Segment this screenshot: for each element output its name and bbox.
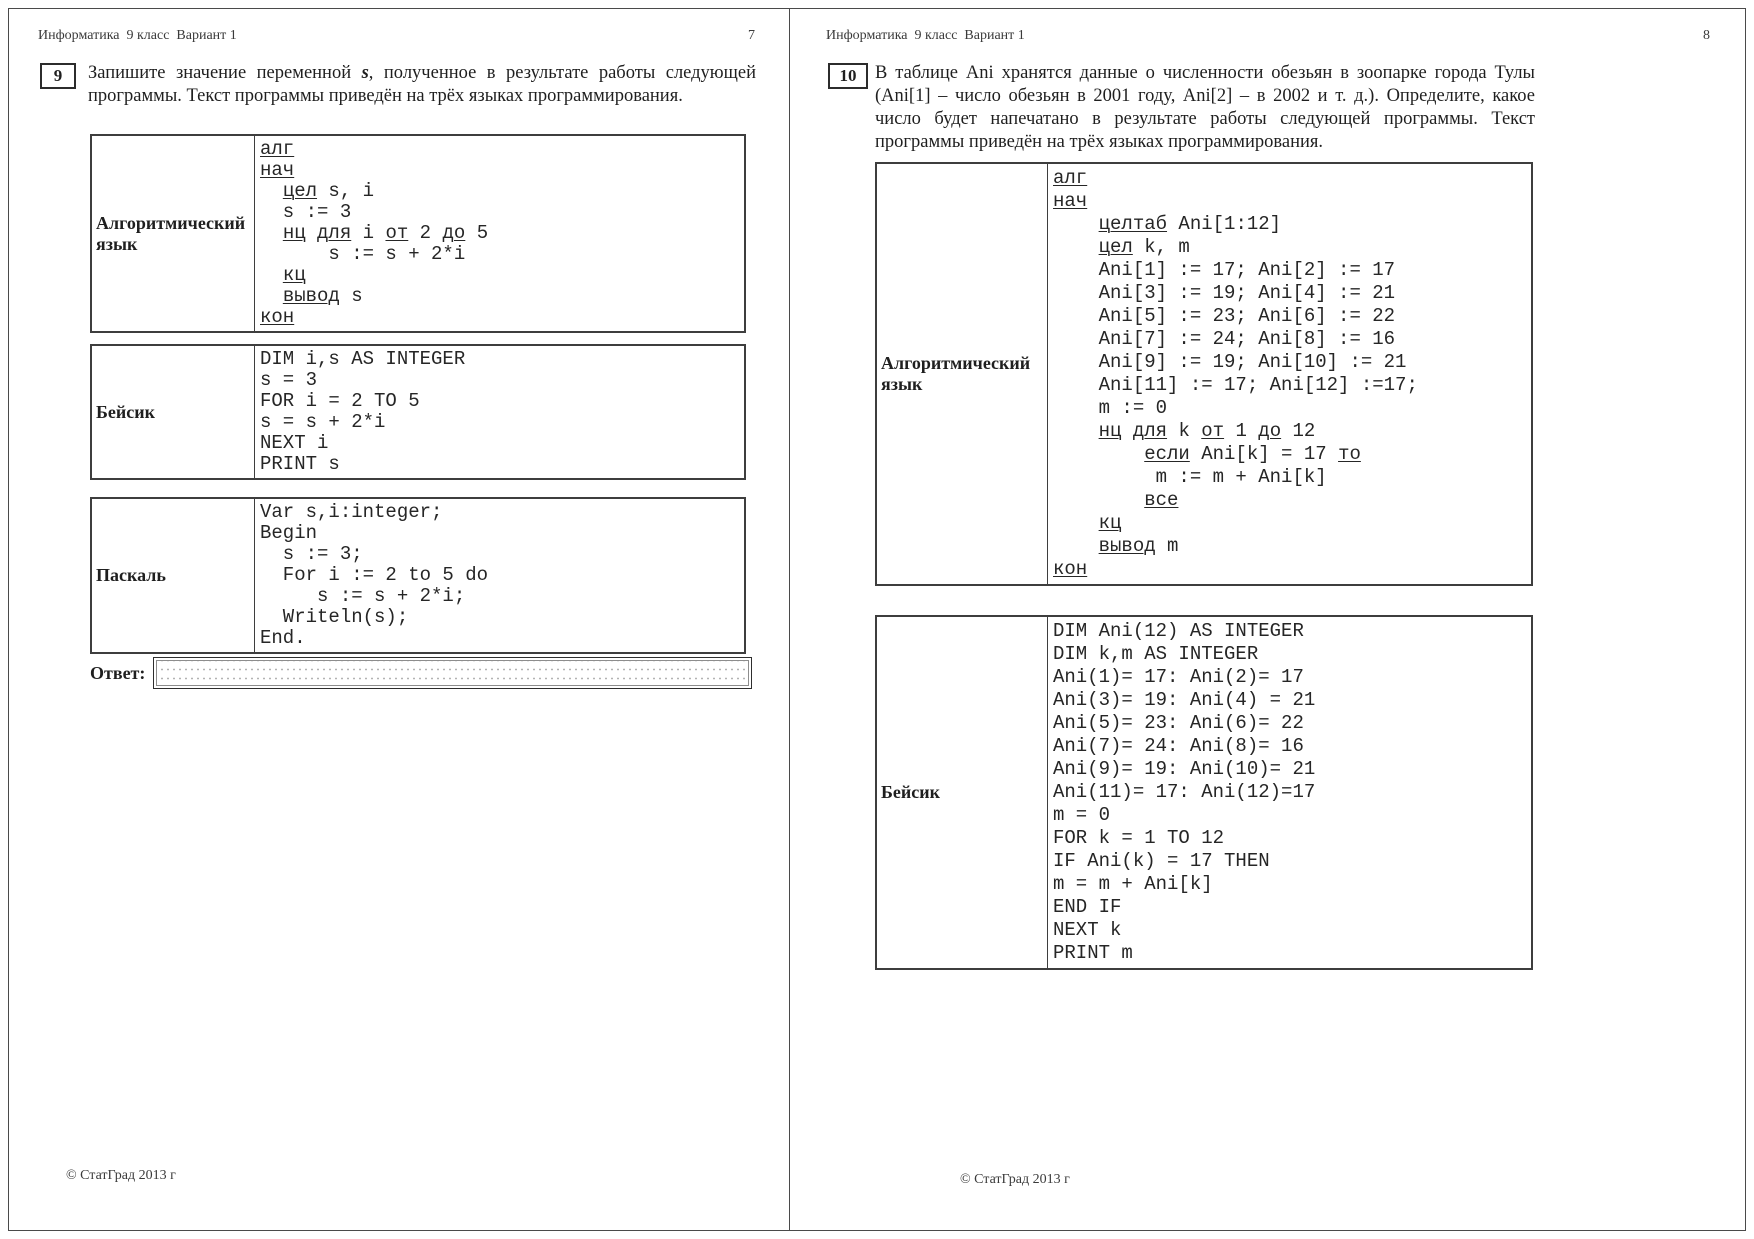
task-number-box: 9 (40, 63, 76, 89)
code-line (1053, 558, 1526, 581)
text-segment: IF Ani(k) = 17 THEN (1053, 850, 1270, 872)
text-segment: s (361, 63, 369, 83)
text-segment: FOR k = 1 TO 12 (1053, 827, 1225, 849)
text-segment: Ani(3)= 19: Ani(4) = 21 (1053, 689, 1316, 711)
page-7-header (38, 28, 755, 44)
text-segment: Ani[1:12] (1167, 213, 1282, 235)
task-text (88, 62, 756, 108)
text-segment: Ani[1] := 17; Ani[2] := 17 (1053, 259, 1396, 281)
code-line (1053, 758, 1526, 781)
page-number: 8 (1703, 28, 1710, 43)
text-segment: END IF (1053, 896, 1122, 918)
code-line (260, 202, 739, 223)
text-segment: 5 (465, 222, 489, 244)
code-line (260, 244, 739, 265)
code-line (260, 433, 739, 454)
text-segment: Ani(1)= 17: Ani(2)= 17 (1053, 666, 1304, 688)
code-line (260, 586, 739, 607)
text-segment: k, m (1132, 236, 1190, 258)
code-keyword: цел (282, 180, 318, 202)
code-line (1053, 351, 1526, 374)
code-block-basic (1048, 617, 1531, 968)
text-segment (306, 222, 317, 244)
code-line (1053, 374, 1526, 397)
text-segment (260, 180, 283, 202)
text-segment (1053, 236, 1099, 258)
page-8-footer: © СтатГрад 2013 г (960, 1172, 1070, 1187)
text-segment: FOR i = 2 TO 5 (260, 390, 420, 412)
text-segment: , полученное в результате работы следующей программы. Текст программы приведён на трёх языках программирования. (88, 63, 756, 106)
code-line (260, 307, 739, 328)
text-segment: PRINT m (1053, 942, 1133, 964)
text-segment: Ani(5)= 23: Ani(6)= 22 (1053, 712, 1304, 734)
code-line (1053, 259, 1526, 282)
code-table-basic (90, 344, 746, 480)
code-block-algorithmic (255, 136, 744, 331)
code-keyword: вывод (282, 285, 340, 307)
code-keyword: для (317, 222, 352, 244)
text-segment (1121, 420, 1132, 442)
code-line (260, 544, 739, 565)
text-segment: Var s,i:integer; (260, 501, 443, 523)
page-number: 7 (748, 28, 755, 43)
text-segment: s := s + 2*i (260, 243, 466, 265)
code-line (260, 160, 739, 181)
text-segment: Запишите значение переменной (88, 63, 362, 83)
text-segment: DIM Ani(12) AS INTEGER (1053, 620, 1304, 642)
code-keyword: вывод (1098, 535, 1156, 557)
code-line (1053, 689, 1526, 712)
text-segment: Begin (260, 522, 318, 544)
code-keyword: нач (1053, 190, 1088, 212)
code-keyword: для (1132, 420, 1168, 442)
code-line (260, 370, 739, 391)
code-keyword: нц (282, 222, 306, 244)
text-segment: m := m + Ani[k] (1053, 466, 1327, 488)
code-block-algorithmic (1048, 164, 1531, 584)
text-segment: 2 (408, 222, 443, 244)
code-line (260, 628, 739, 649)
code-keyword: все (1144, 489, 1179, 511)
code-block-basic (255, 346, 744, 478)
text-segment: s := 3 (260, 201, 352, 223)
code-line (1053, 735, 1526, 758)
code-keyword: целтаб (1098, 213, 1168, 235)
text-segment: Writeln(s); (260, 606, 409, 628)
code-line (1053, 620, 1526, 643)
text-segment: Ani[3] := 19; Ani[4] := 21 (1053, 282, 1396, 304)
code-keyword: до (1258, 420, 1282, 442)
code-keyword: кон (260, 306, 295, 328)
text-segment: DIM i,s AS INTEGER (260, 348, 466, 370)
text-segment: For i := 2 to 5 do (260, 564, 489, 586)
text-segment: i (351, 222, 386, 244)
code-keyword: то (1338, 443, 1361, 465)
code-keyword: до (442, 222, 466, 244)
text-segment: m (1155, 535, 1179, 557)
code-keyword: кц (282, 264, 306, 286)
header-title: Информатика 9 класс Вариант 1 (826, 28, 1025, 43)
code-line (1053, 535, 1526, 558)
text-segment: End. (260, 627, 306, 649)
code-keyword: кц (1098, 512, 1122, 534)
text-segment: Ani(7)= 24: Ani(8)= 16 (1053, 735, 1304, 757)
code-line (1053, 305, 1526, 328)
code-table-algorithmic (90, 134, 746, 333)
code-line (260, 412, 739, 433)
code-line (260, 181, 739, 202)
code-line (260, 502, 739, 523)
text-segment: NEXT k (1053, 919, 1122, 941)
code-line (260, 454, 739, 475)
text-segment: Ani(11)= 17: Ani(12)=17 (1053, 781, 1316, 803)
text-segment: s, i (317, 180, 375, 202)
code-line (1053, 781, 1526, 804)
code-line (1053, 489, 1526, 512)
code-table-algorithmic (875, 162, 1533, 586)
code-keyword: от (1201, 420, 1225, 442)
code-line (1053, 804, 1526, 827)
code-line (1053, 512, 1526, 535)
page-7-footer: © СтатГрад 2013 г (66, 1168, 176, 1183)
code-line (260, 565, 739, 586)
text-segment: Ani[k] = 17 (1189, 443, 1339, 465)
code-line (1053, 236, 1526, 259)
text-segment: m = 0 (1053, 804, 1111, 826)
code-keyword: нц (1098, 420, 1122, 442)
text-segment: Ani[5] := 23; Ani[6] := 22 (1053, 305, 1396, 327)
task-9 (40, 62, 756, 108)
text-segment: s (339, 285, 363, 307)
code-line (1053, 466, 1526, 489)
text-segment (1053, 535, 1099, 557)
page-divider (789, 8, 790, 1231)
code-line (1053, 328, 1526, 351)
code-line (1053, 827, 1526, 850)
text-segment: Ani(9)= 19: Ani(10)= 21 (1053, 758, 1316, 780)
text-segment: Ani[11] := 17; Ani[12] :=17; (1053, 374, 1418, 396)
code-keyword: алг (260, 138, 295, 160)
task-number-box: 10 (828, 63, 868, 89)
language-label: Паскаль (92, 499, 255, 652)
code-line (1053, 896, 1526, 919)
answer-label: Ответ: (90, 662, 146, 683)
code-keyword: цел (1098, 236, 1133, 258)
text-segment: s := s + 2*i; (260, 585, 466, 607)
code-keyword: алг (1053, 167, 1088, 189)
text-segment: s := 3; (260, 543, 363, 565)
page-8-header (826, 28, 1710, 44)
task-10 (828, 62, 1535, 154)
code-line (1053, 213, 1526, 236)
text-segment: m := 0 (1053, 397, 1168, 419)
code-line (1053, 643, 1526, 666)
language-label: Алгоритмический язык (92, 136, 255, 331)
code-line (260, 286, 739, 307)
answer-box-writing-area (156, 660, 749, 686)
code-line (1053, 712, 1526, 735)
text-segment: 12 (1281, 420, 1316, 442)
text-segment (1053, 420, 1099, 442)
code-line (1053, 942, 1526, 965)
text-segment: PRINT s (260, 453, 340, 475)
code-line (1053, 850, 1526, 873)
text-segment (1053, 213, 1099, 235)
text-segment (1053, 512, 1099, 534)
text-segment (260, 285, 283, 307)
text-segment (260, 222, 283, 244)
text-segment: DIM k,m AS INTEGER (1053, 643, 1259, 665)
text-segment: 1 (1224, 420, 1259, 442)
code-line (1053, 282, 1526, 305)
task-text (875, 62, 1535, 154)
text-segment (1053, 489, 1144, 511)
code-line (260, 223, 739, 244)
code-line (1053, 919, 1526, 942)
code-line (1053, 167, 1526, 190)
text-segment: m = m + Ani[k] (1053, 873, 1213, 895)
code-line (1053, 873, 1526, 896)
language-label: Бейсик (877, 617, 1048, 968)
answer-box (153, 657, 752, 689)
code-line (260, 607, 739, 628)
code-keyword: от (385, 222, 409, 244)
code-line (260, 523, 739, 544)
text-segment: s = s + 2*i (260, 411, 386, 433)
language-label: Бейсик (92, 346, 255, 478)
language-label: Алгоритмический язык (877, 164, 1048, 584)
text-segment: s = 3 (260, 369, 318, 391)
code-table-pascal (90, 497, 746, 654)
code-keyword: кон (1053, 558, 1088, 580)
code-line (1053, 420, 1526, 443)
code-line (260, 349, 739, 370)
code-line (260, 139, 739, 160)
text-segment: NEXT i (260, 432, 329, 454)
text-segment (260, 264, 283, 286)
code-line (1053, 666, 1526, 689)
code-keyword: нач (260, 159, 295, 181)
code-table-basic (875, 615, 1533, 970)
answer-row (90, 657, 752, 689)
text-segment (1053, 443, 1144, 465)
code-block-pascal (255, 499, 744, 652)
text-segment: В таблице Ani хранятся данные о численности обезьян в зоопарке города Тулы (Ani[1] – число обезьян в 2001 году, Ani[2] – в 2002 и т. д.). Определите, какое число будет напечатано в результате работы следующей программы. Текст программы приведён на трёх языках программирования. (875, 63, 1535, 152)
text-segment: Ani[7] := 24; Ani[8] := 16 (1053, 328, 1396, 350)
code-line (1053, 397, 1526, 420)
code-line (260, 391, 739, 412)
text-segment: Ani[9] := 19; Ani[10] := 21 (1053, 351, 1407, 373)
code-line (260, 265, 739, 286)
code-line (1053, 190, 1526, 213)
header-title: Информатика 9 класс Вариант 1 (38, 28, 237, 43)
code-keyword: если (1144, 443, 1190, 465)
code-line (1053, 443, 1526, 466)
text-segment: k (1167, 420, 1202, 442)
